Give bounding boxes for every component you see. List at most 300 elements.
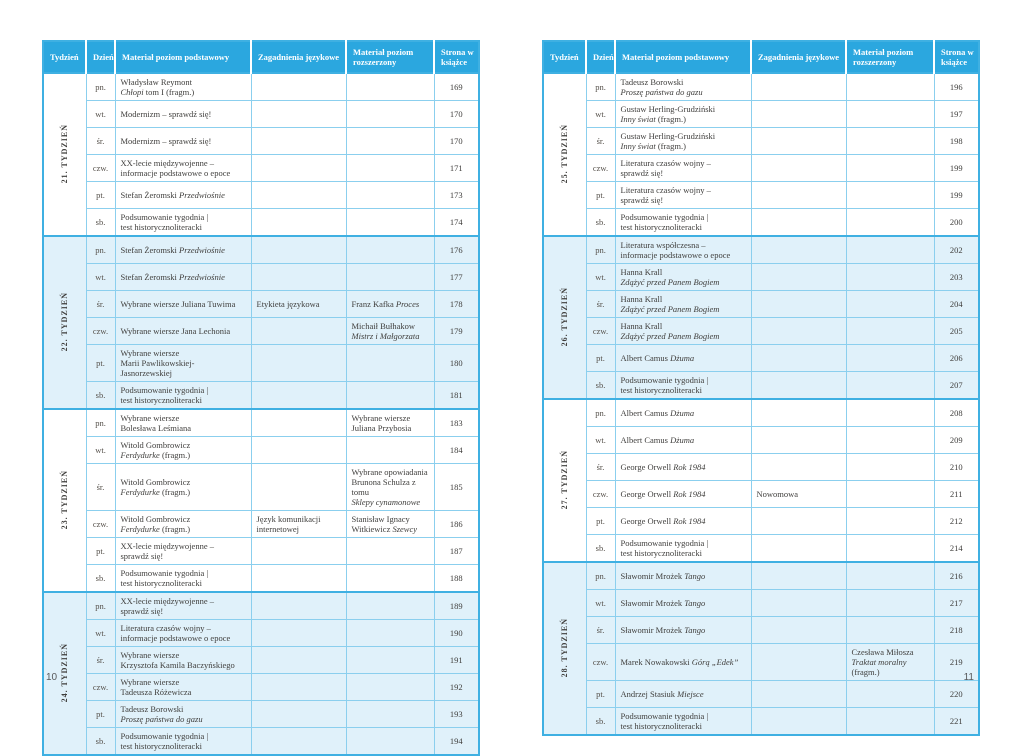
language-topics-cell [751,508,846,535]
day-cell: wt. [86,620,115,647]
text-segment: Tadeusz Borowski [620,77,684,87]
language-topics-cell [251,592,346,620]
week-label: 24. TYDZIEŃ [59,642,69,703]
schedule-row [543,372,979,400]
cell-line [852,657,929,677]
basic-material-cell [115,437,251,464]
book-page-cell: 207 [934,372,979,400]
text-segment: Rok 1984 [673,516,706,526]
day-cell: pn. [86,409,115,437]
text-segment: Nowomowa [756,489,799,499]
text-segment: informacje podstawowe o epoce [120,633,231,643]
text-segment: Tadeusza Różewicza [120,687,192,697]
schedule-row [543,617,979,644]
language-topics-cell [251,128,346,155]
book-page-cell: 221 [934,708,979,736]
basic-material-cell [615,236,751,264]
text-segment: Chłopi [120,87,144,97]
text-segment: Etykieta językowa [256,299,320,309]
text-segment: Witold Gombrowicz [120,477,191,487]
schedule-row [43,209,479,237]
language-topics-cell [751,182,846,209]
cell-line [121,551,246,561]
schedule-row [43,464,479,511]
basic-material-cell [615,318,751,345]
day-cell: sb. [86,382,115,410]
book-page-cell: 202 [934,236,979,264]
text-segment: Dżuma [670,353,695,363]
text-segment: Wybrane wiersze [120,677,180,687]
language-topics-cell [251,236,346,264]
schedule-row [43,409,479,437]
day-cell: śr. [86,128,115,155]
cell-line [121,477,246,487]
week-label: 27. TYDZIEŃ [559,449,569,510]
text-segment: Proces [395,299,420,309]
book-page-cell: 177 [434,264,479,291]
cell-line [352,321,429,331]
text-segment: (fragm.) [159,487,191,497]
column-header-5: Strona w książce [934,41,979,73]
page-number-left: 10 [46,672,58,683]
text-segment: Traktat moralny [851,657,907,667]
basic-material-cell [615,454,751,481]
basic-material-cell [615,372,751,400]
week-label-cell [543,562,586,735]
extended-material-cell [346,182,434,209]
text-segment: Podsumowanie tygodnia | [120,212,209,222]
text-segment: Ferdydurke [120,524,160,534]
book-page-cell: 217 [934,590,979,617]
extended-material-cell [846,681,934,708]
cell-line [121,714,246,724]
cell-line [257,299,341,309]
cell-line [621,462,746,472]
book-page-cell: 170 [434,101,479,128]
basic-material-cell [615,264,751,291]
text-segment: Wybrane wiersze [120,413,180,423]
text-segment: Podsumowanie tygodnia | [620,375,709,385]
cell-line [352,299,429,309]
cell-line [121,358,246,378]
language-topics-cell [251,620,346,647]
schedule-row [43,538,479,565]
text-segment: Gustaw Herling-Grudziński [620,104,716,114]
day-cell: wt. [586,264,615,291]
language-topics-cell [751,454,846,481]
text-segment: test historycznoliteracki [620,222,702,232]
book-page-cell: 199 [934,182,979,209]
schedule-row [543,101,979,128]
extended-material-cell [346,511,434,538]
schedule-row [543,681,979,708]
day-cell: śr. [86,647,115,674]
text-segment: Literatura współczesna – [620,240,706,250]
extended-material-cell [346,464,434,511]
column-header-1: Dzień [586,41,615,73]
text-segment: Juliana Przybosia [351,423,412,433]
cell-line [121,109,246,119]
language-topics-cell [751,644,846,681]
book-page-cell: 184 [434,437,479,464]
text-segment: Mistrz i Małgorzata [351,331,420,341]
column-header-2: Materiał poziom podstawowy [115,41,251,73]
book-page-cell: 191 [434,647,479,674]
book-page-cell: 180 [434,345,479,382]
week-block [543,236,979,399]
book-page-cell: 220 [934,681,979,708]
text-segment: Sklepy cynamonowe [351,497,421,507]
text-segment: Podsumowanie tygodnia | [620,538,709,548]
cell-line [121,299,246,309]
cell-line [121,440,246,450]
text-segment: Modernizm – sprawdź się! [120,136,212,146]
text-segment: George Orwell [620,489,674,499]
schedule-row [43,73,479,101]
cell-line [621,625,746,635]
basic-material-cell [115,182,251,209]
extended-material-cell [846,454,934,481]
cell-line [621,721,746,731]
schedule-row [43,101,479,128]
text-segment: Szewcy [392,524,418,534]
extended-material-cell [346,674,434,701]
cell-line [757,489,841,499]
cell-line [621,277,746,287]
language-topics-cell [251,409,346,437]
text-segment: sprawdź się! [120,606,164,616]
book-page-cell: 197 [934,101,979,128]
week-block [43,236,479,409]
day-cell: pn. [86,236,115,264]
extended-material-cell [346,701,434,728]
basic-material-cell [615,73,751,101]
book-page-cell: 212 [934,508,979,535]
text-segment: Witkiewicz [351,524,393,534]
text-segment: Sławomir Mrożek [620,625,685,635]
text-segment: Miejsce [677,689,704,699]
text-segment: Tango [684,625,706,635]
book-page-cell: 194 [434,728,479,756]
book-page-cell: 189 [434,592,479,620]
cell-line [621,489,746,499]
cell-line [621,222,746,232]
cell-line [621,548,746,558]
cell-line [121,190,246,200]
cell-line [621,240,746,250]
schedule-row [543,182,979,209]
cell-line [121,136,246,146]
cell-line [121,423,246,433]
cell-line [121,541,246,551]
cell-line [621,250,746,260]
text-segment: Zdążyć przed Panem Bogiem [620,277,720,287]
book-page-cell: 200 [934,209,979,237]
extended-material-cell [846,427,934,454]
text-segment: Wybrane wiersze Jana Lechonia [120,326,231,336]
text-segment: Albert Camus [620,435,671,445]
language-topics-cell [751,481,846,508]
text-segment: Hanna Krall [620,321,663,331]
cell-line [121,212,246,222]
cell-line [621,294,746,304]
cell-line [121,168,246,178]
language-topics-cell [251,701,346,728]
extended-material-cell [846,209,934,237]
extended-material-cell [346,101,434,128]
cell-line [121,633,246,643]
language-topics-cell [751,681,846,708]
text-segment: Witold Gombrowicz [120,440,191,450]
text-segment: Rok 1984 [673,462,706,472]
cell-line [121,731,246,741]
schedule-row [543,209,979,237]
text-segment: internetowej [256,524,299,534]
schedule-row [43,674,479,701]
schedule-row [43,128,479,155]
language-topics-cell [751,562,846,590]
column-header-4: Materiał poziom rozszerzony [846,41,934,73]
table-header [43,41,479,73]
basic-material-cell [615,481,751,508]
cell-line [121,741,246,751]
text-segment: test historycznoliteracki [120,741,202,751]
cell-line [621,131,746,141]
text-segment: Przedwiośnie [179,272,225,282]
language-topics-cell [751,291,846,318]
basic-material-cell [115,236,251,264]
column-header-2: Materiał poziom podstawowy [615,41,751,73]
basic-material-cell [615,209,751,237]
book-page-cell: 218 [934,617,979,644]
basic-material-cell [115,382,251,410]
text-segment: test historycznoliteracki [120,395,202,405]
day-cell: sb. [86,565,115,593]
cell-line [121,413,246,423]
day-cell: czw. [586,481,615,508]
text-segment: Tango [684,598,706,608]
text-segment: Inny świat [620,114,656,124]
schedule-row [43,701,479,728]
cell-line [621,435,746,445]
cell-line [621,353,746,363]
cell-line [121,222,246,232]
week-block [43,73,479,236]
cell-line [621,185,746,195]
column-header-5: Strona w książce [434,41,479,73]
cell-line [621,321,746,331]
cell-line [621,114,746,124]
book-page-cell: 199 [934,155,979,182]
day-cell: pt. [586,681,615,708]
week-block [543,562,979,735]
cell-line [621,711,746,721]
extended-material-cell [846,372,934,400]
week-label-cell [543,73,586,236]
day-cell: pn. [586,399,615,427]
language-topics-cell [251,728,346,756]
text-segment: Modernizm – sprawdź się! [120,109,212,119]
text-segment: Albert Camus [620,408,671,418]
basic-material-cell [615,427,751,454]
day-cell: czw. [586,644,615,681]
column-header-3: Zagadnienia językowe [751,41,846,73]
book-page-cell: 188 [434,565,479,593]
cell-line [621,168,746,178]
text-segment: XX-lecie międzywojenne – [120,596,214,606]
book-page-cell: 185 [434,464,479,511]
text-segment: Proszę państwa do gazu [620,87,703,97]
language-topics-cell [751,372,846,400]
text-segment: (fragm.) [851,667,880,677]
basic-material-cell [115,592,251,620]
day-cell: śr. [86,464,115,511]
basic-material-cell [615,345,751,372]
cell-line [121,677,246,687]
text-segment: XX-lecie międzywojenne – [120,541,214,551]
cell-line [121,606,246,616]
text-segment: Albert Camus [620,353,671,363]
cell-line [257,514,341,524]
book-page-cell: 176 [434,236,479,264]
schedule-row [43,592,479,620]
text-segment: Stefan Żeromski [120,272,180,282]
cell-line [621,158,746,168]
basic-material-cell [615,617,751,644]
text-segment: George Orwell [620,516,674,526]
book-page-cell: 210 [934,454,979,481]
day-cell: wt. [586,590,615,617]
day-cell: czw. [86,155,115,182]
schedule-row [543,708,979,736]
day-cell: sb. [86,728,115,756]
schedule-row [543,644,979,681]
basic-material-cell [615,291,751,318]
day-cell: czw. [86,318,115,345]
book-page-cell: 205 [934,318,979,345]
text-segment: Wybrane wiersze Juliana Tuwima [120,299,236,309]
cell-line [121,596,246,606]
extended-material-cell [846,535,934,563]
text-segment: sprawdź się! [120,551,164,561]
language-topics-cell [251,291,346,318]
day-cell: wt. [86,264,115,291]
text-segment: Rok 1984 [673,489,706,499]
schedule-row [543,508,979,535]
book-page-cell: 211 [934,481,979,508]
language-topics-cell [251,101,346,128]
language-topics-cell [751,155,846,182]
language-topics-cell [251,464,346,511]
basic-material-cell [615,708,751,736]
text-segment: test historycznoliteracki [620,385,702,395]
cell-line [621,77,746,87]
day-cell: pt. [586,345,615,372]
book-page-cell: 219 [934,644,979,681]
week-label: 28. TYDZIEŃ [559,617,569,678]
schedule-row [543,291,979,318]
header-row [43,41,479,73]
text-segment: Inny świat [620,141,656,151]
column-header-0: Tydzień [43,41,86,73]
extended-material-cell [846,644,934,681]
text-segment: sprawdź się! [620,195,664,205]
basic-material-cell [115,620,251,647]
text-segment: informacje podstawowe o epoce [620,250,731,260]
language-topics-cell [751,209,846,237]
day-cell: pn. [86,592,115,620]
text-segment: Hanna Krall [620,294,663,304]
basic-material-cell [115,409,251,437]
language-topics-cell [251,182,346,209]
day-cell: śr. [586,291,615,318]
extended-material-cell [346,647,434,674]
basic-material-cell [615,101,751,128]
text-segment: Witold Gombrowicz [120,514,191,524]
cell-line [121,650,246,660]
basic-material-cell [115,155,251,182]
cell-line [852,647,929,657]
extended-material-cell [846,617,934,644]
day-cell: pn. [586,562,615,590]
extended-material-cell [346,382,434,410]
schedule-row [543,155,979,182]
day-cell: czw. [86,674,115,701]
language-topics-cell [251,264,346,291]
cell-line [621,408,746,418]
week-label-cell [543,236,586,399]
text-segment: Przedwiośnie [179,245,225,255]
book-page-cell: 206 [934,345,979,372]
day-cell: pn. [86,73,115,101]
text-segment: Michaił Bułhakow [351,321,416,331]
extended-material-cell [346,437,434,464]
book-page-cell: 214 [934,535,979,563]
text-segment: Literatura czasów wojny – [120,623,211,633]
basic-material-cell [115,511,251,538]
cell-line [621,598,746,608]
language-topics-cell [251,538,346,565]
schedule-row [543,236,979,264]
schedule-row [543,345,979,372]
language-topics-cell [251,674,346,701]
day-cell: czw. [586,155,615,182]
day-cell: śr. [86,291,115,318]
page-number-right: 11 [963,672,974,683]
text-segment: (fragm.) [159,524,191,534]
day-cell: pt. [86,701,115,728]
text-segment: XX-lecie międzywojenne – [120,158,214,168]
text-segment: Andrzej Stasiuk [620,689,678,699]
text-segment: Sławomir Mrożek [620,598,685,608]
cell-line [621,538,746,548]
day-cell: wt. [86,437,115,464]
basic-material-cell [115,647,251,674]
language-topics-cell [251,382,346,410]
cell-line [621,571,746,581]
basic-material-cell [115,674,251,701]
language-topics-cell [751,708,846,736]
schedule-row [543,264,979,291]
extended-material-cell [346,538,434,565]
day-cell: pt. [86,538,115,565]
extended-material-cell [846,155,934,182]
schedule-row [543,128,979,155]
language-topics-cell [751,128,846,155]
extended-material-cell [346,209,434,237]
week-label: 26. TYDZIEŃ [559,286,569,347]
cell-line [621,657,746,667]
